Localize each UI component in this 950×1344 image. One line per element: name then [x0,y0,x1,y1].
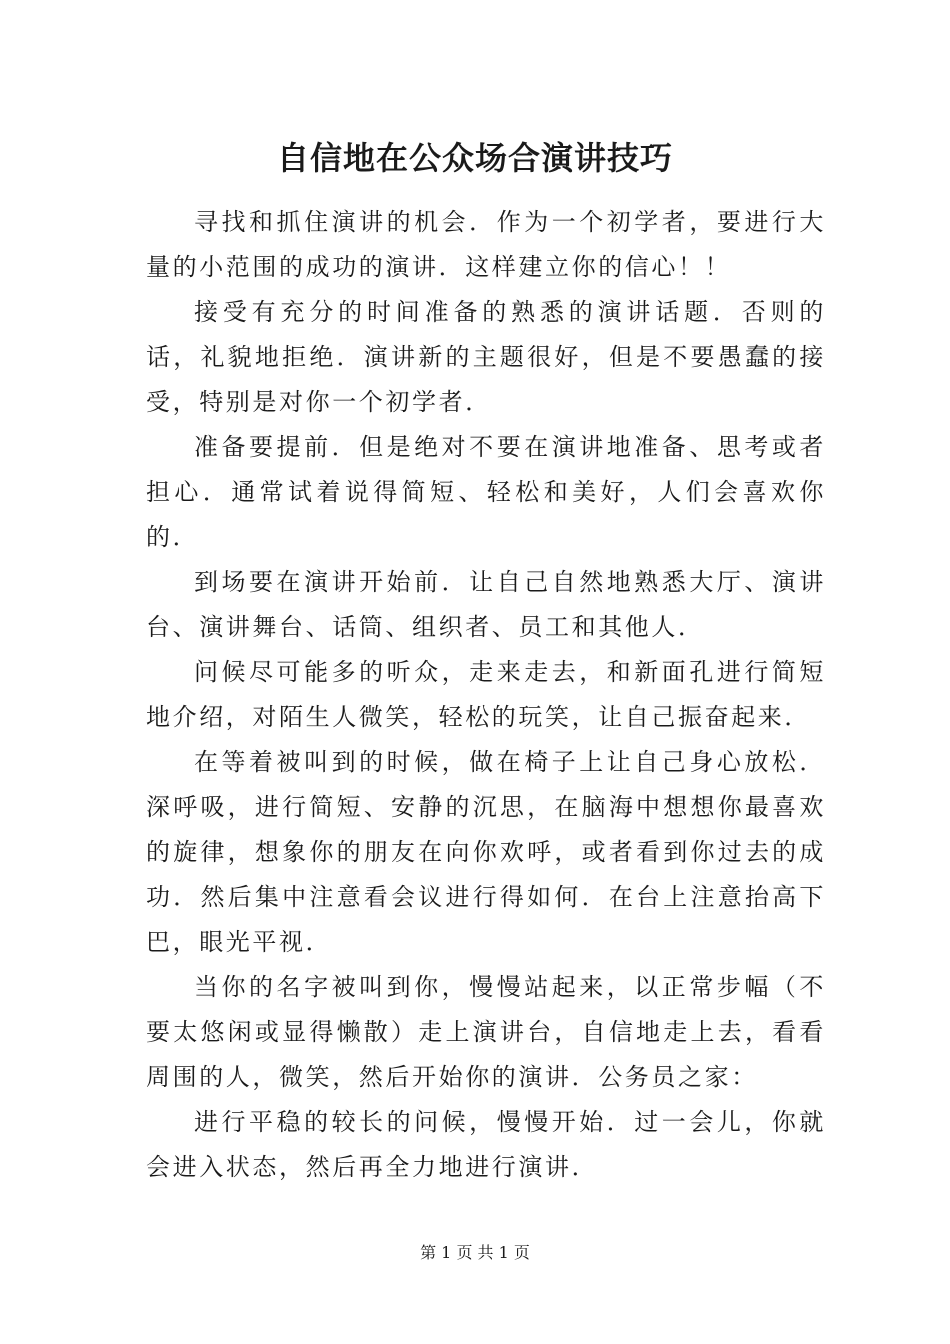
page-number-footer: 第 1 页 共 1 页 [420,1243,530,1262]
document-body [146,200,826,1190]
paragraph-8: 进行平稳的较长的问候，慢慢开始．过一会儿，你就会进入状态，然后再全力地进行演讲． [146,1108,826,1181]
paragraph-4: 到场要在演讲开始前．让自己自然地熟悉大厅、演讲台、演讲舞台、话筒、组织者、员工和其他人． [146,568,826,641]
paragraph-5: 问候尽可能多的听众，走来走去，和新面孔进行简短地介绍，对陌生人微笑，轻松的玩笑，让自己振奋起来． [146,658,826,731]
paragraph-3: 准备要提前．但是绝对不要在演讲地准备、思考或者担心．通常试着说得简短、轻松和美好，人们会喜欢你的． [146,433,826,551]
document-title: 自信地在公众场合演讲技巧 [276,139,673,177]
paragraph-1: 寻找和抓住演讲的机会．作为一个初学者，要进行大量的小范围的成功的演讲．这样建立你的信心！！ [146,208,826,281]
paragraph-2: 接受有充分的时间准备的熟悉的演讲话题．否则的话，礼貌地拒绝．演讲新的主题很好，但是不要愚蠢的接受，特别是对你一个初学者． [146,298,826,416]
paragraph-7: 当你的名字被叫到你，慢慢站起来，以正常步幅（不要太悠闲或显得懒散）走上演讲台，自信地走上去，看看周围的人，微笑，然后开始你的演讲．公务员之家： [146,973,826,1091]
paragraph-6: 在等着被叫到的时候，做在椅子上让自己身心放松．深呼吸，进行简短、安静的沉思，在脑海中想想你最喜欢的旋律，想象你的朋友在向你欢呼，或者看到你过去的成功．然后集中注意看会议进行得如何．在台上注意抬高下巴，眼光平视． [146,748,826,956]
